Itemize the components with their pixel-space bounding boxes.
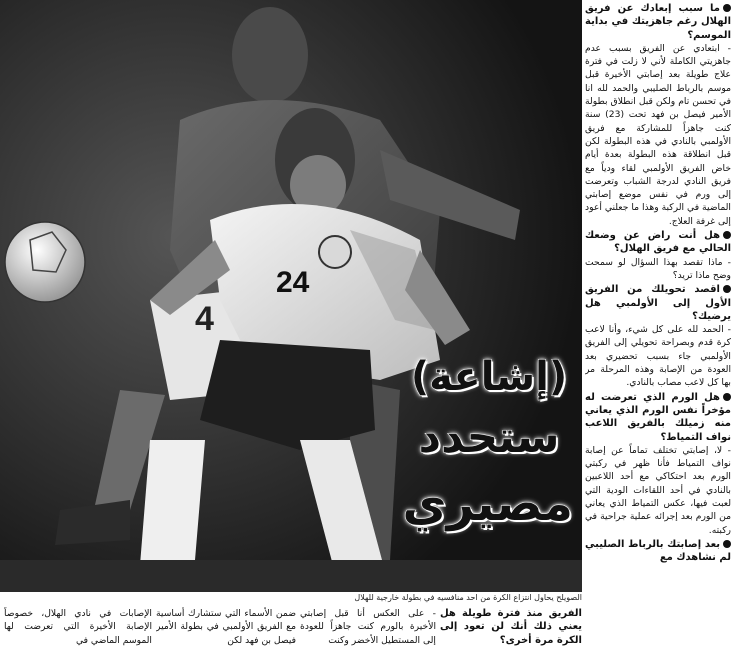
question-5-text: بعد إصابتك بالرباط الصليبي لم نشاهدك مع: [585, 538, 731, 564]
bottom-column-1b: الفريق منذ فترة طويلة هل يعني ذلك أنك لن تعود إلى الكرة مرة أخرى؟: [440, 608, 582, 646]
question-1-text: ما سبب إبعادك عن فريق الهلال رغم جاهزيتك في بداية الموسم؟: [585, 3, 731, 41]
photo-caption: الصويلح يحاول انتزاع الكرة من احد منافسيه في بطولة خارجية للهلال: [354, 593, 582, 602]
answer-2: - ماذا تقصد بهذا السؤال لو سمحت وضح ماذا تريد؟: [585, 256, 731, 281]
headline: [402, 348, 573, 548]
back-shorts-number: 4: [195, 300, 214, 338]
bottom-column-3b: ضمن الأسماء التي ستشارك أساسية مع الفريق الأولمبي في بطولة الأمير فيصل بن فهد لكن: [156, 608, 296, 646]
front-shirt-number: 24: [276, 266, 310, 299]
question-3: [585, 283, 731, 323]
bullet-icon: [723, 285, 731, 293]
headline-line-3: مصيري: [402, 476, 573, 532]
question-2: [585, 229, 731, 256]
answer-1: - ابتعادي عن الفريق بسبب عدم جاهزيتي الكاملة لأني لا زلت في فترة علاج طويلة بعد إصابتي الأخيرة قبل موسم بالرباط الصليبي والحمد لله انا في تحسن تام ولكن قبل انطلاق بطولة الأمير فيصل بن فهد تحت (23) سنة كنت جاهزاً للمشاركة مع فريق الأولمبي بالنادي في هذه البطولة لكن قبل انطلاقة هذه البطولة بعدة أيام خاض الفريق الأولمبي لقاء ودياً مع فريق النادي لدرجة الشباب وتعرضت إلى ورم في نفس موضع إصابتي الماضية في الركبة وهذا ما جعلني أعود إلى غرفة العلاج.: [585, 42, 731, 227]
bullet-icon: [723, 231, 731, 239]
answer-3: - الحمد لله على كل شيء، وأنا لاعب كرة قدم وبصراحة تحويلي إلى الفريق الأولمبي جاء بسبب تحضيري بعد العودة من الإصابة وهذه المرحلة مر بها كل لاعب مصاب بالنادي.: [585, 324, 731, 389]
back-player-head: [232, 7, 308, 103]
bullet-icon: [723, 4, 731, 12]
bullet-icon: [723, 540, 731, 548]
interview-column: [585, 2, 731, 664]
question-4: [585, 391, 731, 444]
answer-4: - لا، إصابتي تختلف تماماً عن إصابة نواف التمياط فأنا ظهر في ركبتي الورم بعد احتكاكي مع أحد اللاعبين بالنادي في أحد اللقاءات الودية التي لعبت فيها، عكس التمياط الذي يعاني من الورم بعد إجرائه عملية جراحية في ركبته.: [585, 444, 731, 536]
bullet-icon: [723, 393, 731, 401]
question-3-text: اقصد تحويلك من الفريق الأول إلى الأولمبي هل يرضيك؟: [585, 284, 731, 322]
headline-line-2: ستحدد: [418, 412, 560, 463]
question-2-text: هل أنت راض عن وضعك الحالي مع فريق الهلال؟: [585, 230, 731, 255]
headline-line-1: (إشاعة): [410, 354, 568, 400]
bottom-column-4: الإصابات في نادي الهلال، خصوصاً الإصابة الأخيرة التي تعرضت لها الموسم الماضي في: [4, 608, 152, 646]
question-1: [585, 2, 731, 42]
question-4-text: هل الورم الذي تعرضت له مؤخراً نفس الورم الذي يعاني منه زميلك بالفريق اللاعب نواف التمياط؟: [585, 391, 731, 443]
question-5: [585, 538, 731, 565]
bottom-column-2b: - على العكس أنا قبل إصابتي الأخيرة بالورم كنت جاهزاً للعودة إلى المستطيل الأخضر وكنت: [300, 608, 436, 646]
